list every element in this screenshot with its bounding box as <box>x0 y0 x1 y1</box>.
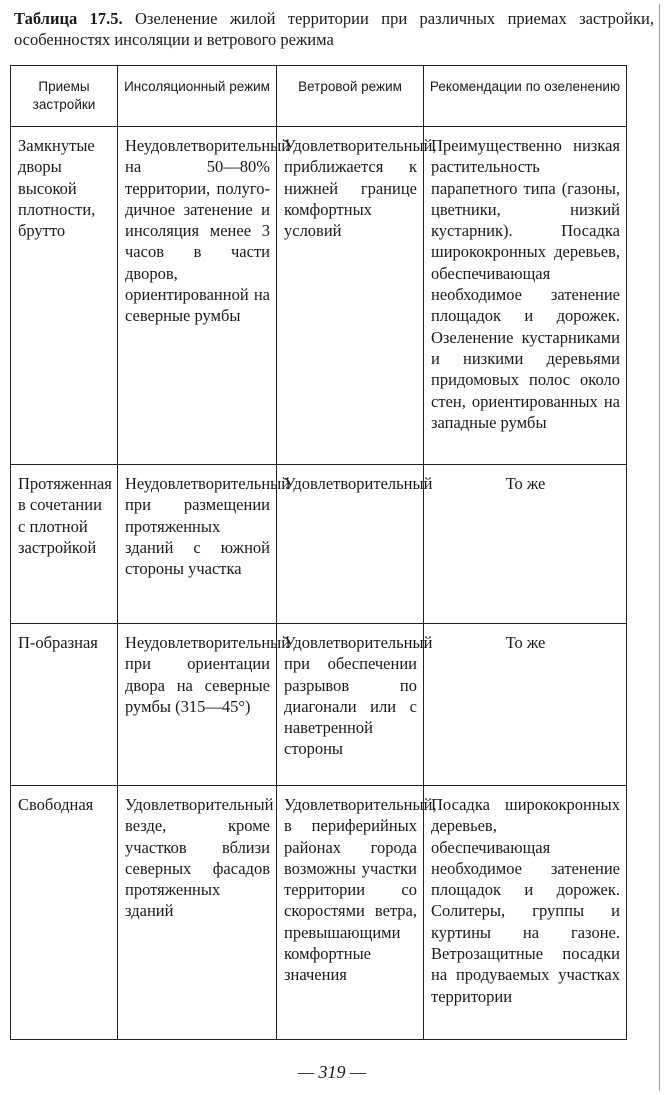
table-caption-label: Таблица 17.5. <box>14 9 123 28</box>
cell-method: Свободная <box>11 786 118 1040</box>
header-methods: Приемы застройки <box>11 66 118 127</box>
greening-table <box>10 65 627 1040</box>
table-header-row <box>11 66 627 127</box>
table-caption <box>14 8 654 50</box>
cell-recommendation: То же <box>424 624 627 786</box>
cell-recommendation: Посадка ширококронных деревьев, обеспечивающая необходимое затенение площадок и дорожек. Солитеры, группы и куртины на газоне. Ветрозащитные посадки на продуваемых участках территории <box>424 786 627 1040</box>
cell-insolation: Неудовлетворительный при ориентации двора на северные румбы (315—45°) <box>118 624 277 786</box>
header-recommendations: Рекомендации по озеленению <box>424 66 627 127</box>
cell-wind: Удовлетворительный, в периферийных районах города возможны участки территории со скоростями ветра, превышающими комфортные значения <box>277 786 424 1040</box>
cell-wind: Удовлетворительный при обеспечении разрывов по диагонали или с наветренной стороны <box>277 624 424 786</box>
cell-insolation: Неудовлетворительный на 50—80% территории, полугодичное затенение и инсоляция менее 3 часов в части дворов, ориентированной на северные румбы <box>118 127 277 465</box>
table-row <box>11 465 627 624</box>
table-caption-text: Озеленение жилой территории при различных приемах застройки, особенностях инсоляции и ветрового режима <box>14 9 654 49</box>
page-number: — 319 — <box>297 1062 366 1082</box>
table-row <box>11 127 627 465</box>
cell-insolation: Неудовлетворительный при размещении протяженных зданий с южной стороны участка <box>118 465 277 624</box>
table-row <box>11 786 627 1040</box>
header-insolation: Инсоляционный режим <box>118 66 277 127</box>
cell-method: Замкнутые дворы высокой плотности, брутто <box>11 127 118 465</box>
cell-wind: Удовлетворительный <box>277 465 424 624</box>
cell-method: П-образная <box>11 624 118 786</box>
table-row <box>11 624 627 786</box>
cell-insolation: Удовлетворительный везде, кроме участков вблизи северных фасадов протяженных зданий <box>118 786 277 1040</box>
page-edge-line <box>659 4 660 1091</box>
cell-wind: Удовлетворительный, приближается к нижней границе комфортных условий <box>277 127 424 465</box>
cell-recommendation: То же <box>424 465 627 624</box>
header-wind: Ветровой режим <box>277 66 424 127</box>
cell-method: Протяженная в сочетании с плотной застройкой <box>11 465 118 624</box>
cell-recommendation: Преимущественно низкая растительность парапетного типа (газоны, цветники, низкий кустарник). Посадка ширококронных деревьев, обеспечивающая необходимое затенение площадок и дорожек. Озеленение кустарниками и низкими деревьями придомовых полос около стен, ориентированных на западные румбы <box>424 127 627 465</box>
